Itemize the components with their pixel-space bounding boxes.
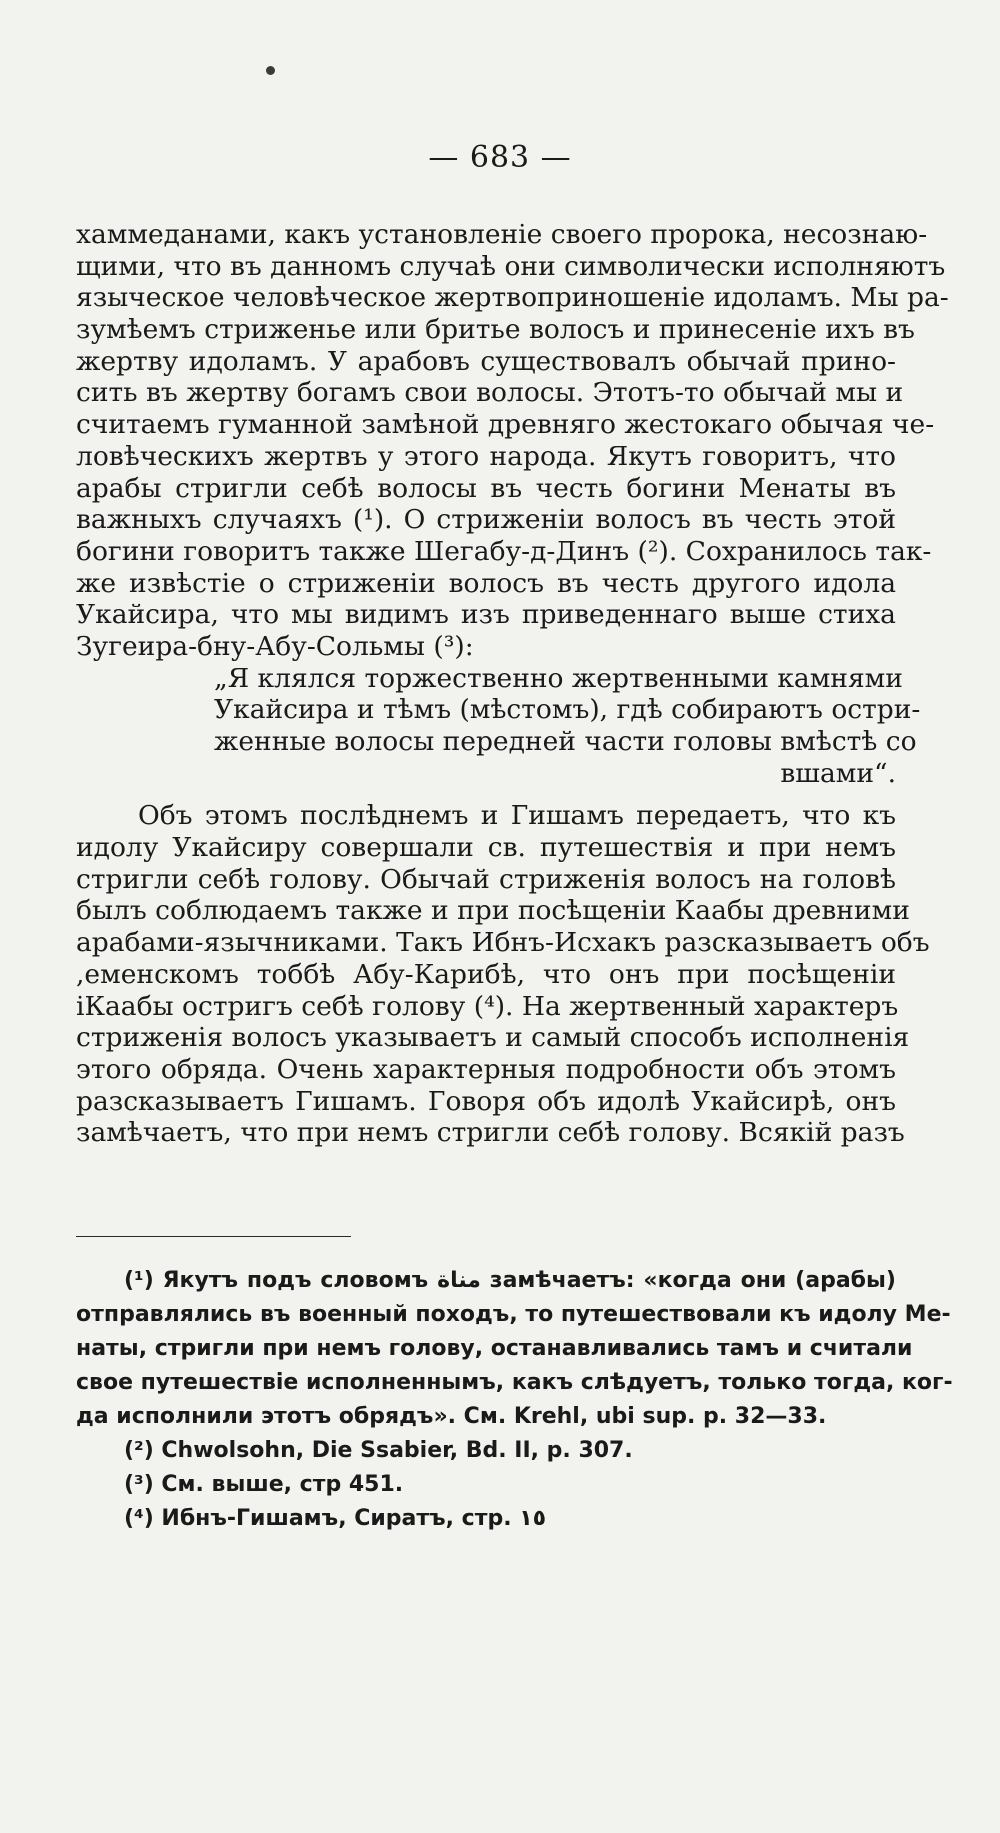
text-line: арабы стригли себѣ волосы въ честь богини Менаты въ bbox=[76, 472, 896, 504]
text-line: стригли себѣ голову. Обычай стриженія волосъ на головѣ bbox=[76, 863, 896, 895]
page-number: — 683 — bbox=[428, 140, 572, 175]
text-line: стриженія волосъ указываетъ и самый способъ исполненія bbox=[76, 1022, 910, 1054]
footnote-4 bbox=[76, 1502, 896, 1536]
text-line: ,еменскомъ тоббѣ Абу-Карибѣ, что онъ при посѣщеніи bbox=[76, 958, 896, 990]
footnote-line: отправлялись въ военный походъ, то путешествовали къ идолу Ме- bbox=[76, 1302, 951, 1327]
text-line: арабами-язычниками. Такъ Ибнъ-Исхакъ разсказываетъ объ bbox=[76, 927, 930, 959]
arabic-word: مناة bbox=[437, 1268, 481, 1293]
text-line: Зугеира-бну-Абу-Сольмы (³): bbox=[76, 630, 474, 662]
footnote-rule bbox=[76, 1236, 351, 1237]
text-line: былъ соблюдаемъ также и при посѣщеніи Каабы древними bbox=[76, 895, 910, 927]
text-line: идолу Укайсиру совершали св. путешествія и при немъ bbox=[76, 832, 896, 864]
footnote-1-after: замѣчаетъ: «когда они (арабы) bbox=[489, 1268, 896, 1293]
text-line: разсказываетъ Гишамъ. Говоря объ идолѣ Укайсирѣ, онъ bbox=[76, 1085, 896, 1117]
text-line: Укайсира, что мы видимъ изъ приведеннаго выше стиха bbox=[76, 599, 896, 631]
text-line: хаммеданами, какъ установленіе своего пророка, несознаю- bbox=[76, 219, 928, 250]
text-line: зумѣемъ стриженье или бритье волосъ и принесеніе ихъ въ bbox=[76, 314, 915, 346]
footnote-line: свое путешествіе исполненнымъ, какъ слѣдуетъ, только тогда, ког- bbox=[76, 1370, 953, 1395]
text-line: считаемъ гуманной замѣной древняго жестокаго обычая че- bbox=[76, 409, 935, 441]
text-line: этого обряда. Очень характерныя подробности объ этомъ bbox=[76, 1053, 896, 1085]
footnote-1-first-line bbox=[76, 1264, 896, 1298]
main-paragraph bbox=[76, 219, 949, 663]
text-line: важныхъ случаяхъ (¹). О стриженіи волосъ въ честь этой bbox=[76, 504, 896, 536]
footnote-line: да исполнили этотъ обрядъ». См. Krehl, ubi sup. p. 32—33. bbox=[76, 1404, 827, 1429]
text-line: щими, что въ данномъ случаѣ они символически исполняютъ bbox=[76, 250, 946, 282]
text-line: жертву идоламъ. У арабовъ существовалъ обычай прино- bbox=[76, 345, 896, 377]
quote-line: вшами“. bbox=[780, 757, 896, 789]
quote-line: Укайсира и тѣмъ (мѣстомъ), гдѣ собираютъ остри- bbox=[214, 694, 921, 726]
text-line: Объ этомъ послѣднемъ и Гишамъ передаетъ, что къ bbox=[138, 800, 896, 832]
text-line: замѣчаетъ, что при немъ стригли себѣ голову. Всякій разъ bbox=[76, 1117, 905, 1149]
ink-speck bbox=[266, 66, 275, 75]
text-line: языческое человѣческое жертвоприношеніе идоламъ. Мы ра- bbox=[76, 282, 949, 314]
footnote-1-lead: (¹) Якутъ подъ словомъ bbox=[124, 1268, 429, 1293]
footnote-4-text: (⁴) Ибнъ-Гишамъ, Сиратъ, стр. bbox=[124, 1506, 512, 1531]
footnote-2: (²) Chwolsohn, Die Ssabier, Bd. II, p. 307. bbox=[124, 1438, 633, 1463]
quote-line: „Я клялся торжественно жертвенными камнями bbox=[214, 662, 903, 694]
second-paragraph bbox=[76, 800, 930, 1149]
main-text bbox=[76, 219, 949, 1149]
text-line: же извѣстіе о стриженіи волосъ въ честь другого идола bbox=[76, 567, 896, 599]
text-line: ловѣческихъ жертвъ у этого народа. Якутъ говоритъ, что bbox=[76, 440, 896, 472]
arabic-page-number: ١٥ bbox=[519, 1506, 547, 1531]
footnotes bbox=[76, 1264, 953, 1536]
quote-line: женные волосы передней части головы вмѣстѣ со bbox=[214, 726, 917, 757]
text-line: сить въ жертву богамъ свои волосы. Этотъ-то обычай мы и bbox=[76, 377, 904, 409]
footnote-3: (³) См. выше, стр 451. bbox=[124, 1472, 404, 1497]
footnote-line: наты, стригли при немъ голову, останавливались тамъ и считали bbox=[76, 1336, 913, 1361]
verse-quote bbox=[214, 662, 921, 790]
text-line: богини говоритъ также Шегабу-д-Динъ (²). Сохранилось так- bbox=[76, 535, 932, 567]
text-line: іКаабы остригъ себѣ голову (⁴). На жертвенный характеръ bbox=[76, 990, 899, 1022]
